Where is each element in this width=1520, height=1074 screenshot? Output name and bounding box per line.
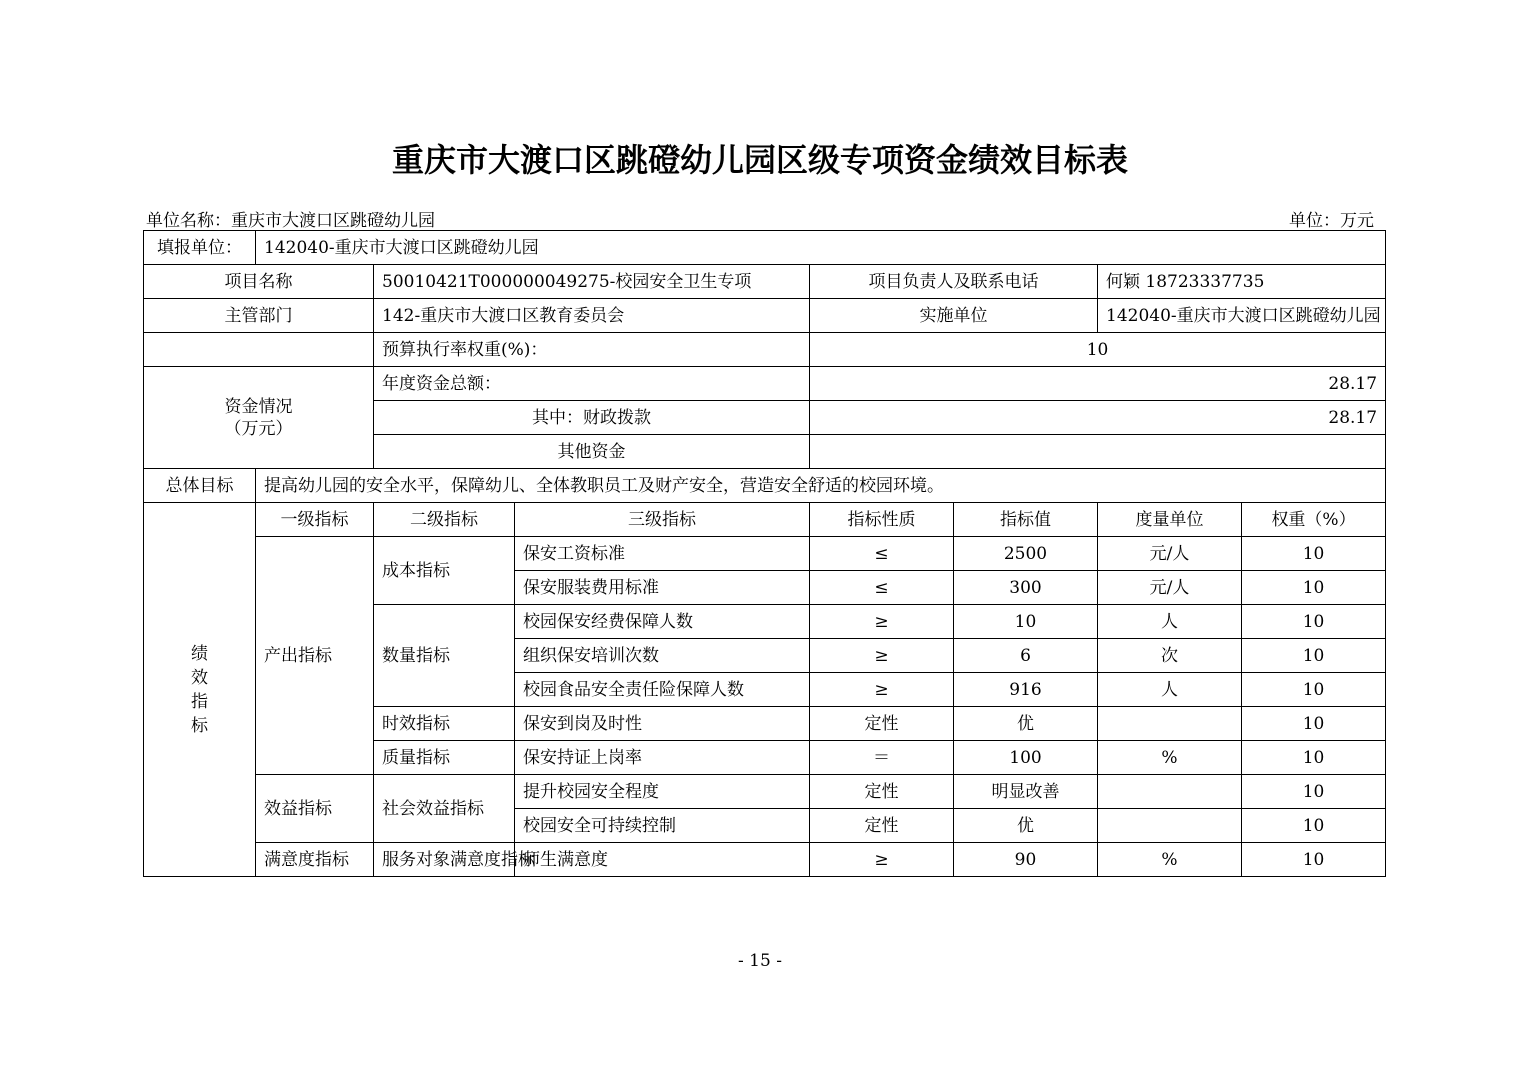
header-weight: 权重（%）: [1242, 503, 1386, 537]
indicator-name: 校园保安经费保障人数: [515, 605, 810, 639]
level1-output: 产出指标: [256, 537, 374, 775]
indicator-name: 保安到岗及时性: [515, 707, 810, 741]
funds-other-label: 其他资金: [374, 435, 810, 469]
indicator-name: 组织保安培训次数: [515, 639, 810, 673]
indicator-value: 916: [954, 673, 1098, 707]
page-title: 重庆市大渡口区跳磴幼儿园区级专项资金绩效目标表: [391, 141, 1128, 179]
header-unit: 度量单位: [1098, 503, 1242, 537]
unit-label: 单位：万元: [1289, 211, 1374, 231]
indicator-weight: 10: [1242, 605, 1386, 639]
header-level2: 二级指标: [374, 503, 515, 537]
indicator-nature: 定性: [810, 809, 954, 843]
indicator-value: 100: [954, 741, 1098, 775]
indicator-nature: ≥: [810, 843, 954, 877]
page-number: - 15 -: [738, 951, 782, 971]
level1-benefit: 效益指标: [256, 775, 374, 843]
funds-total-label: 年度资金总额：: [374, 367, 810, 401]
indicator-unit: [1098, 707, 1242, 741]
indicator-unit: 次: [1098, 639, 1242, 673]
funds-fiscal-value: 28.17: [810, 401, 1386, 435]
level2-cost: 成本指标: [374, 537, 515, 605]
indicator-weight: 10: [1242, 639, 1386, 673]
indicator-nature: ≤: [810, 571, 954, 605]
level1-satisfaction: 满意度指标: [256, 843, 374, 877]
level2-service-satisfaction: 服务对象满意度指标: [374, 843, 515, 877]
implementing-unit-value: 142040-重庆市大渡口区跳磴幼儿园: [1098, 299, 1386, 333]
header-nature: 指标性质: [810, 503, 954, 537]
funds-label: [144, 367, 374, 469]
funds-label-line1: 资金情况: [224, 396, 293, 417]
indicator-weight: 10: [1242, 741, 1386, 775]
unit-name: 单位名称：重庆市大渡口区跳磴幼儿园: [146, 211, 435, 231]
indicator-value: 优: [954, 809, 1098, 843]
department-label: 主管部门: [144, 299, 374, 333]
indicator-unit: %: [1098, 741, 1242, 775]
overall-goal-row: [144, 469, 1386, 503]
indicator-nature: ≥: [810, 605, 954, 639]
performance-indicator-label: [144, 503, 256, 877]
indicator-value: 明显改善: [954, 775, 1098, 809]
budget-weight-value: 10: [810, 333, 1386, 367]
budget-weight-label: 预算执行率权重(%)：: [374, 333, 810, 367]
project-name-label: 项目名称: [144, 265, 374, 299]
project-name-value: 50010421T000000049275-校园安全卫生专项: [374, 265, 810, 299]
indicator-name: 校园安全可持续控制: [515, 809, 810, 843]
indicator-weight: 10: [1242, 673, 1386, 707]
indicator-nature: ≥: [810, 639, 954, 673]
overall-goal-label: 总体目标: [144, 469, 256, 503]
department-value: 142-重庆市大渡口区教育委员会: [374, 299, 810, 333]
indicator-weight: 10: [1242, 843, 1386, 877]
indicator-name: 校园食品安全责任险保障人数: [515, 673, 810, 707]
project-contact-label: 项目负责人及联系电话: [810, 265, 1098, 299]
fill-unit-value: 142040-重庆市大渡口区跳磴幼儿园: [256, 231, 1386, 265]
fill-unit-label: 填报单位：: [144, 231, 256, 265]
indicator-unit: %: [1098, 843, 1242, 877]
indicator-nature: 定性: [810, 707, 954, 741]
overall-goal-value: 提高幼儿园的安全水平，保障幼儿、全体教职员工及财产安全，营造安全舒适的校园环境。: [256, 469, 1386, 503]
indicator-value: 10: [954, 605, 1098, 639]
indicator-unit: [1098, 775, 1242, 809]
indicator-name: 保安持证上岗率: [515, 741, 810, 775]
indicator-name: 师生满意度: [515, 843, 810, 877]
indicator-name: 提升校园安全程度: [515, 775, 810, 809]
indicator-unit: 元/人: [1098, 571, 1242, 605]
indicator-weight: 10: [1242, 775, 1386, 809]
indicator-nature: ≤: [810, 537, 954, 571]
budget-weight-empty: [144, 333, 374, 367]
funds-fiscal-label: 其中：财政拨款: [374, 401, 810, 435]
indicator-nature: 定性: [810, 775, 954, 809]
indicator-weight: 10: [1242, 537, 1386, 571]
level2-social-benefit: 社会效益指标: [374, 775, 515, 843]
indicator-unit: 人: [1098, 673, 1242, 707]
level2-timeliness: 时效指标: [374, 707, 515, 741]
performance-target-table: [143, 230, 1386, 877]
department-row: [144, 299, 1386, 333]
indicator-name: 保安服装费用标准: [515, 571, 810, 605]
indicator-header-row: [144, 503, 1386, 537]
funds-total-row: [144, 367, 1386, 401]
level2-quantity: 数量指标: [374, 605, 515, 707]
level2-quality: 质量指标: [374, 741, 515, 775]
indicator-nature: ≥: [810, 673, 954, 707]
indicator-name: 保安工资标准: [515, 537, 810, 571]
indicator-row: [144, 775, 1386, 809]
indicator-value: 2500: [954, 537, 1098, 571]
performance-indicator-text: 绩效指标: [191, 643, 208, 736]
indicator-value: 优: [954, 707, 1098, 741]
header-value: 指标值: [954, 503, 1098, 537]
indicator-unit: [1098, 809, 1242, 843]
indicator-nature: ＝: [810, 741, 954, 775]
budget-weight-row: [144, 333, 1386, 367]
indicator-value: 6: [954, 639, 1098, 673]
funds-other-value: [810, 435, 1386, 469]
indicator-unit: 元/人: [1098, 537, 1242, 571]
indicator-weight: 10: [1242, 707, 1386, 741]
project-row: [144, 265, 1386, 299]
funds-label-line2: （万元）: [224, 418, 293, 439]
indicator-weight: 10: [1242, 809, 1386, 843]
project-contact-value: 何颖 18723337735: [1098, 265, 1386, 299]
header-level1: 一级指标: [256, 503, 374, 537]
implementing-unit-label: 实施单位: [810, 299, 1098, 333]
indicator-row: [144, 537, 1386, 571]
indicator-value: 300: [954, 571, 1098, 605]
indicator-row: [144, 843, 1386, 877]
indicator-weight: 10: [1242, 571, 1386, 605]
fill-unit-row: [144, 231, 1386, 265]
indicator-unit: 人: [1098, 605, 1242, 639]
header-level3: 三级指标: [515, 503, 810, 537]
indicator-value: 90: [954, 843, 1098, 877]
funds-total-value: 28.17: [810, 367, 1386, 401]
